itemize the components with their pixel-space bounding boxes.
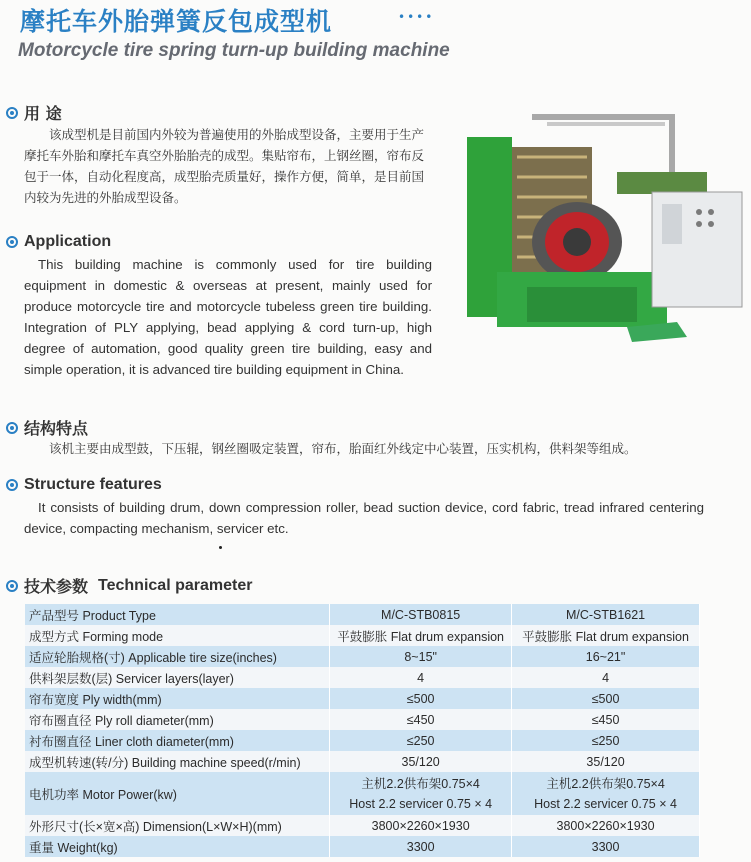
section-heading-structure-cn [6, 416, 88, 439]
structure-cn-paragraph: 该机主要由成型鼓，下压辊，钢丝圈吸定装置，帘布，胎面红外线定中心装置，压实机构，供料架等组成。 [49, 441, 637, 456]
section-heading-text: 用 途 [24, 104, 62, 123]
table-row [25, 667, 700, 688]
param-label: 供料架层数(层) Servicer layers(layer) [25, 667, 330, 688]
param-value-model-1: 平鼓膨胀 Flat drum expansion [330, 625, 512, 646]
bullet-ring-icon [6, 422, 18, 434]
param-value-model-1: ≤500 [330, 688, 512, 709]
table-row [25, 772, 700, 815]
table-row [25, 625, 700, 646]
param-value-model-2 [512, 772, 700, 815]
bullet-ring-icon [6, 107, 18, 119]
param-value-model-1: ≤250 [330, 730, 512, 751]
section-heading-text-en: Technical parameter [98, 576, 253, 594]
param-value-model-2: ≤450 [512, 709, 700, 730]
param-label: 适应轮胎规格(寸) Applicable tire size(inches) [25, 646, 330, 667]
param-value-line-cn: 主机2.2供布架0.75×4 [546, 776, 665, 791]
bullet-ring-icon [6, 479, 18, 491]
section-heading-use-cn [6, 101, 62, 124]
bullet-ring-icon [6, 236, 18, 248]
section-heading-tech [6, 574, 252, 597]
param-value-model-1: 8~15" [330, 646, 512, 667]
section-heading-text: Application [24, 233, 112, 250]
use-cn-paragraph: 该成型机是目前国内外较为普遍使用的外胎成型设备，主要用于生产摩托车外胎和摩托车真空外胎胎壳的成型。集贴帘布，上钢丝圈，帘布反包于一体，自动化程度高，成型胎壳质量好，操作方便，简单，是目前国内较为先进的外胎成型设备。 [24, 127, 425, 205]
structure-en-paragraph: It consists of building drum, down compression roller, bead suction device, cord fabric, tread infrared centering device, compacting mechanism, servicer etc. [24, 500, 704, 536]
title-dots-decoration: •••• [398, 10, 435, 24]
param-label: 重量 Weight(kg) [25, 836, 330, 857]
stray-dot [219, 546, 222, 549]
param-value-model-2: 16~21" [512, 646, 700, 667]
param-value-model-1: M/C-STB0815 [330, 604, 512, 625]
param-value-line-en: Host 2.2 servicer 0.75 × 4 [349, 796, 493, 811]
title-chinese: 摩托车外胎弹簧反包成型机 [20, 7, 333, 36]
param-label: 帘布圈直径 Ply roll diameter(mm) [25, 709, 330, 730]
param-label: 外形尺寸(长×宽×高) Dimension(L×W×H)(mm) [25, 815, 330, 836]
table-row [25, 730, 700, 751]
param-value-model-2: 35/120 [512, 751, 700, 772]
param-value-model-1: 35/120 [330, 751, 512, 772]
param-value-model-1: 3800×2260×1930 [330, 815, 512, 836]
param-value-model-2: ≤250 [512, 730, 700, 751]
param-value-model-2: 3800×2260×1930 [512, 815, 700, 836]
param-label: 衬布圈直径 Liner cloth diameter(mm) [25, 730, 330, 751]
param-value-model-1 [330, 772, 512, 815]
param-label: 帘布宽度 Ply width(mm) [25, 688, 330, 709]
table-row [25, 646, 700, 667]
table-row [25, 751, 700, 772]
tire-building-machine-image [437, 112, 747, 352]
section-heading-structure-en [6, 476, 162, 494]
table-row [25, 688, 700, 709]
param-label: 成型方式 Forming mode [25, 625, 330, 646]
table-row [25, 815, 700, 836]
param-value-model-1: 3300 [330, 836, 512, 857]
table-row [25, 709, 700, 730]
param-value-model-2: ≤500 [512, 688, 700, 709]
param-value-model-2: 4 [512, 667, 700, 688]
section-heading-text-cn: 技术参数 [24, 577, 89, 596]
section-heading-application [6, 233, 111, 251]
table-row [25, 836, 700, 857]
param-value-line-cn: 主机2.2供布架0.75×4 [361, 776, 480, 791]
param-value-model-1: 4 [330, 667, 512, 688]
param-label: 产品型号 Product Type [25, 604, 330, 625]
param-value-model-2: 3300 [512, 836, 700, 857]
param-label: 电机功率 Motor Power(kw) [25, 772, 330, 815]
param-value-line-en: Host 2.2 servicer 0.75 × 4 [534, 796, 677, 811]
param-value-model-1: ≤450 [330, 709, 512, 730]
param-value-model-2: 平鼓膨胀 Flat drum expansion [512, 625, 700, 646]
param-label: 成型机转速(转/分) Building machine speed(r/min) [25, 751, 330, 772]
section-heading-text: Structure features [24, 476, 162, 493]
application-paragraph: This building machine is commonly used for tire building equipment in domestic & overseas at present, mainly used for produce motorcycle tire and motorcycle tubeless green tire building. Integration of PLY applying, bead applying & cord turn-up, high degree of automation, good quality green tire building, easy and simple operation, it is advanced tire building equipment in China. [24, 257, 432, 377]
title-english: Motorcycle tire spring turn-up building machine [18, 40, 450, 61]
technical-parameter-table [25, 604, 700, 857]
bullet-ring-icon [6, 580, 18, 592]
section-heading-text: 结构特点 [24, 419, 89, 438]
param-value-model-2: M/C-STB1621 [512, 604, 700, 625]
table-row [25, 604, 700, 625]
